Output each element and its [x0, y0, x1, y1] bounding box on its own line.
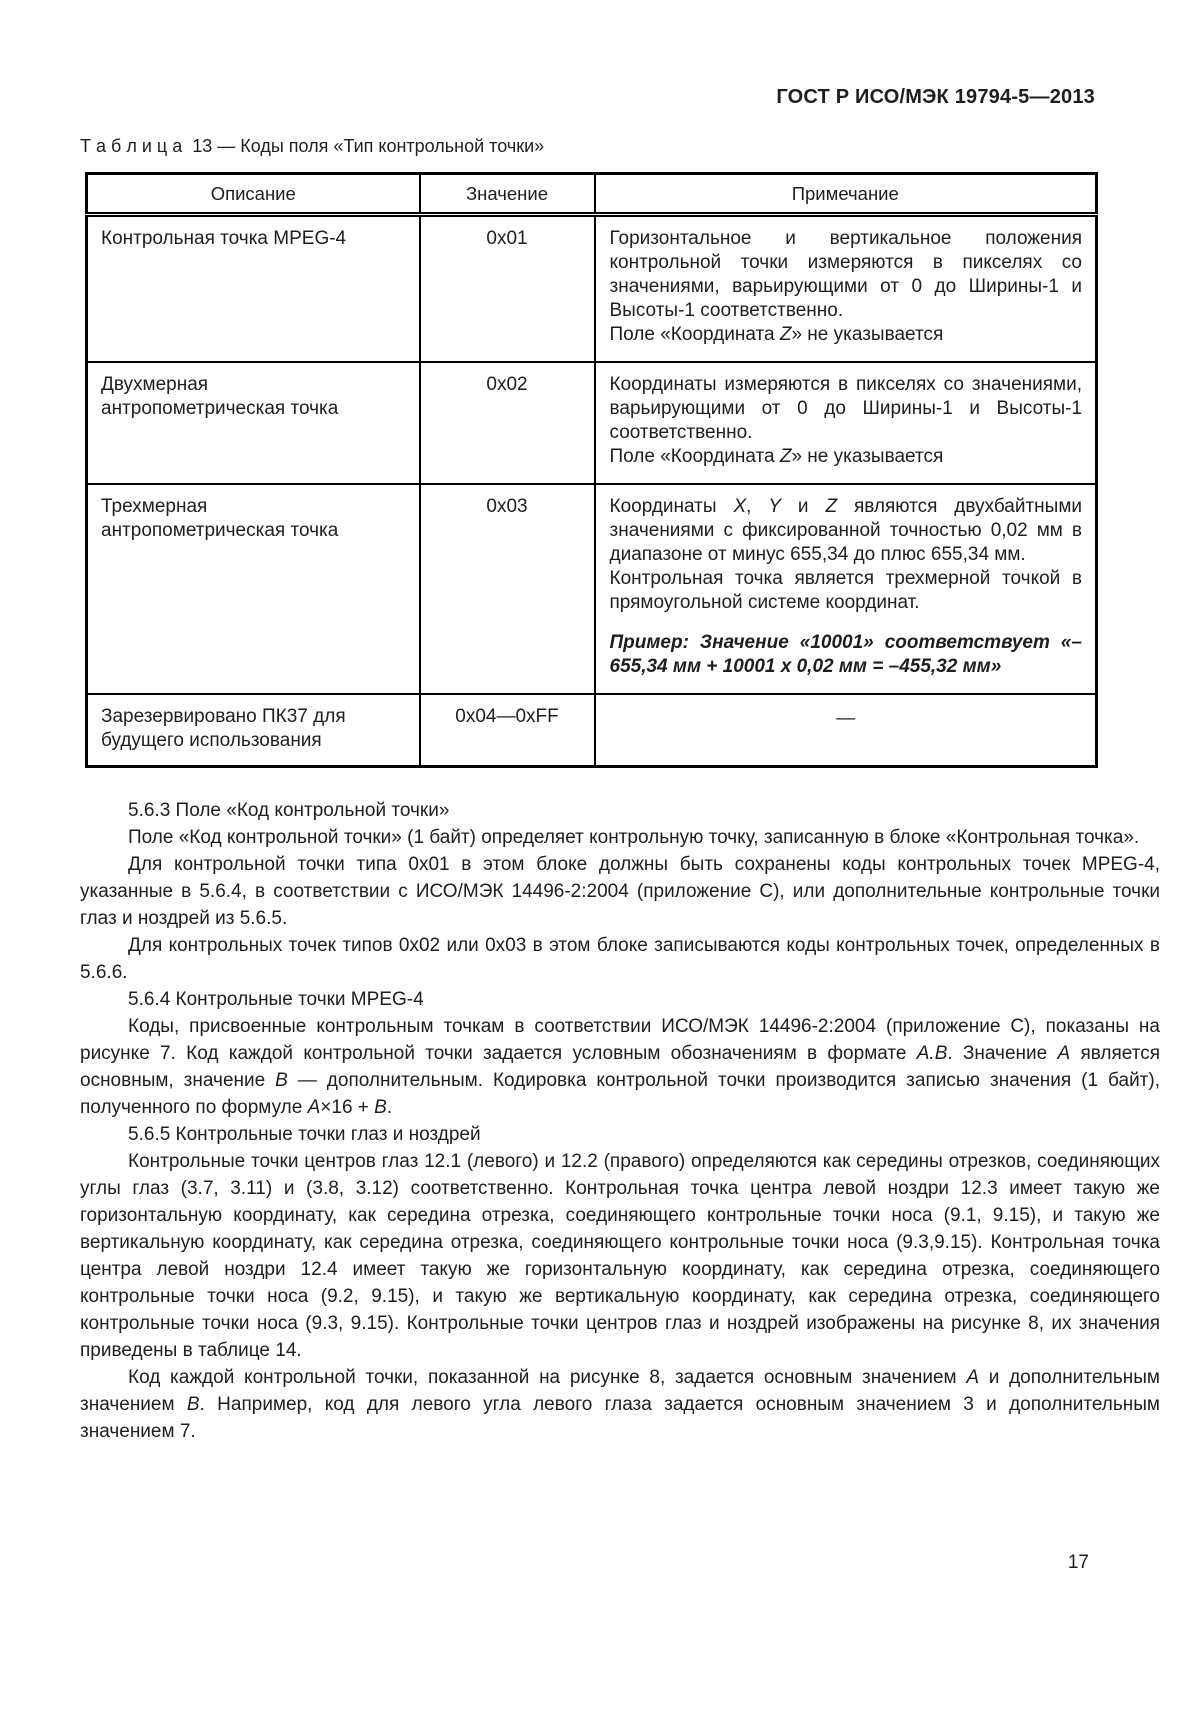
note-cell — [595, 484, 1097, 694]
paragraph: Контрольные точки центров глаз 12.1 (левого) и 12.2 (правого) определяются как середины отрезков, соединяющих углы глаз (3.7, 3.11) и (3.8, 3.12) соответственно. Контрольная точка центра левой ноздри 12.3 имеет такую же горизонтальную координату, как середина отрезка, соединяющего контрольные точки носа (9.1, 9.15), и такую же вертикальную координату, как середина отрезка, соединяющего контрольные точки носа (9.3,9.15). Контрольная точка центра левой ноздри 12.4 имеет такую же горизонтальную координату, как середина отрезка, соединяющего контрольные точки носа (9.2, 9.15), и такую же вертикальную координату, как середина отрезка, соединяющего контрольные точки носа (9.3, 9.15). Контрольные точки центров глаз и ноздрей изображены на рисунке 8, их значения приведены в таблице 14. — [80, 1151, 1160, 1361]
value-cell: 0x03 — [420, 484, 595, 694]
paragraph: Для контрольных точек типов 0x02 или 0x03 в этом блоке записываются коды контрольных точек, определенных в 5.6.6. — [80, 935, 1160, 983]
description-line: Контрольная точка MPEG-4 — [101, 228, 347, 249]
description-line: Зарезервировано ПК37 для — [101, 706, 346, 727]
column-header-note: Примечание — [595, 174, 1097, 215]
description-line: Двухмерная — [101, 374, 209, 395]
table-row — [87, 362, 1097, 484]
note-cell — [595, 215, 1097, 363]
note-paragraph: Координаты измеряются в пикселях со значениями, варьирующими от 0 до Ширины-1 и Высоты-1 соответственно. — [609, 374, 1082, 443]
note-paragraph: Поле «Координата Z» не указывается — [609, 324, 944, 345]
note-cell — [595, 362, 1097, 484]
paragraph: Поле «Код контрольной точки» (1 байт) определяет контрольную точку, записанную в блоке «Контрольная точка». — [128, 827, 1140, 848]
section-heading-5-6-5: 5.6.5 Контрольные точки глаз и ноздрей — [128, 1124, 481, 1145]
description-line: Трехмерная — [101, 496, 208, 517]
column-header-value: Значение — [420, 174, 595, 215]
description-cell — [87, 694, 420, 767]
description-line: антропометрическая точка — [101, 398, 339, 419]
body-text — [80, 797, 1160, 1445]
section-heading-5-6-4: 5.6.4 Контрольные точки MPEG-4 — [128, 989, 424, 1010]
section-heading-5-6-3: 5.6.3 Поле «Код контрольной точки» — [128, 800, 450, 821]
table-row — [87, 484, 1097, 694]
description-cell — [87, 362, 420, 484]
table-row — [87, 215, 1097, 363]
value-cell: 0x04—0xFF — [420, 694, 595, 767]
note-paragraph: Поле «Координата Z» не указывается — [609, 446, 944, 467]
description-cell — [87, 484, 420, 694]
paragraph: Код каждой контрольной точки, показанной на рисунке 8, задается основным значением А и дополнительным значением В. Например, код для левого угла левого глаза задается основным значением 3 и дополнительным значением 7. — [80, 1367, 1160, 1442]
note-paragraph: Координаты X, Y и Z являются двухбайтными значениями с фиксированной точностью 0,02 мм в диапазоне от минус 655,34 до плюс 655,34 мм. — [609, 496, 1083, 565]
paragraph: Коды, присвоенные контрольным точкам в соответствии ИСО/МЭК 14496-2:2004 (приложение С), показаны на рисунке 7. Код каждой контрольной точки задается условным обозначениям в формате А.В. Значение А является основным, значение В — дополнительным. Кодировка контрольной точки производится записью значения (1 байт), полученного по формуле А×16 + В. — [80, 1016, 1160, 1118]
table-header-row — [87, 174, 1097, 215]
value-cell: 0x01 — [420, 215, 595, 363]
description-line: антропометрическая точка — [101, 520, 339, 541]
description-cell — [87, 215, 420, 363]
paragraph: Для контрольной точки типа 0x01 в этом блоке должны быть сохранены коды контрольных точек MPEG-4, указанные в 5.6.4, в соответствии с ИСО/МЭК 14496-2:2004 (приложение С), или дополнительные контрольные точки глаз и ноздрей из 5.6.5. — [80, 854, 1160, 929]
control-point-type-table — [85, 172, 1098, 768]
note-paragraph: Горизонтальное и вертикальное положения контрольной точки измеряются в пикселях со значениями, варьирующими от 0 до Ширины-1 и Высоты-1 соответственно. — [609, 228, 1082, 321]
example-note: Пример: Значение «10001» соответствует «–655,34 мм + 10001 x 0,02 мм = –455,32 мм» — [609, 632, 1082, 677]
page-number: 17 — [1067, 1552, 1089, 1573]
table-caption: Т а б л и ц а 13 — Коды поля «Тип контрольной точки» — [80, 136, 545, 156]
value-cell: 0x02 — [420, 362, 595, 484]
column-header-description: Описание — [87, 174, 420, 215]
table-row — [87, 694, 1097, 767]
note-cell: — — [595, 694, 1097, 767]
description-line: будущего использования — [101, 730, 322, 751]
document-header: ГОСТ Р ИСО/МЭК 19794-5—2013 — [776, 86, 1095, 108]
note-paragraph: Контрольная точка является трехмерной точкой в прямоугольной системе координат. — [609, 568, 1082, 613]
